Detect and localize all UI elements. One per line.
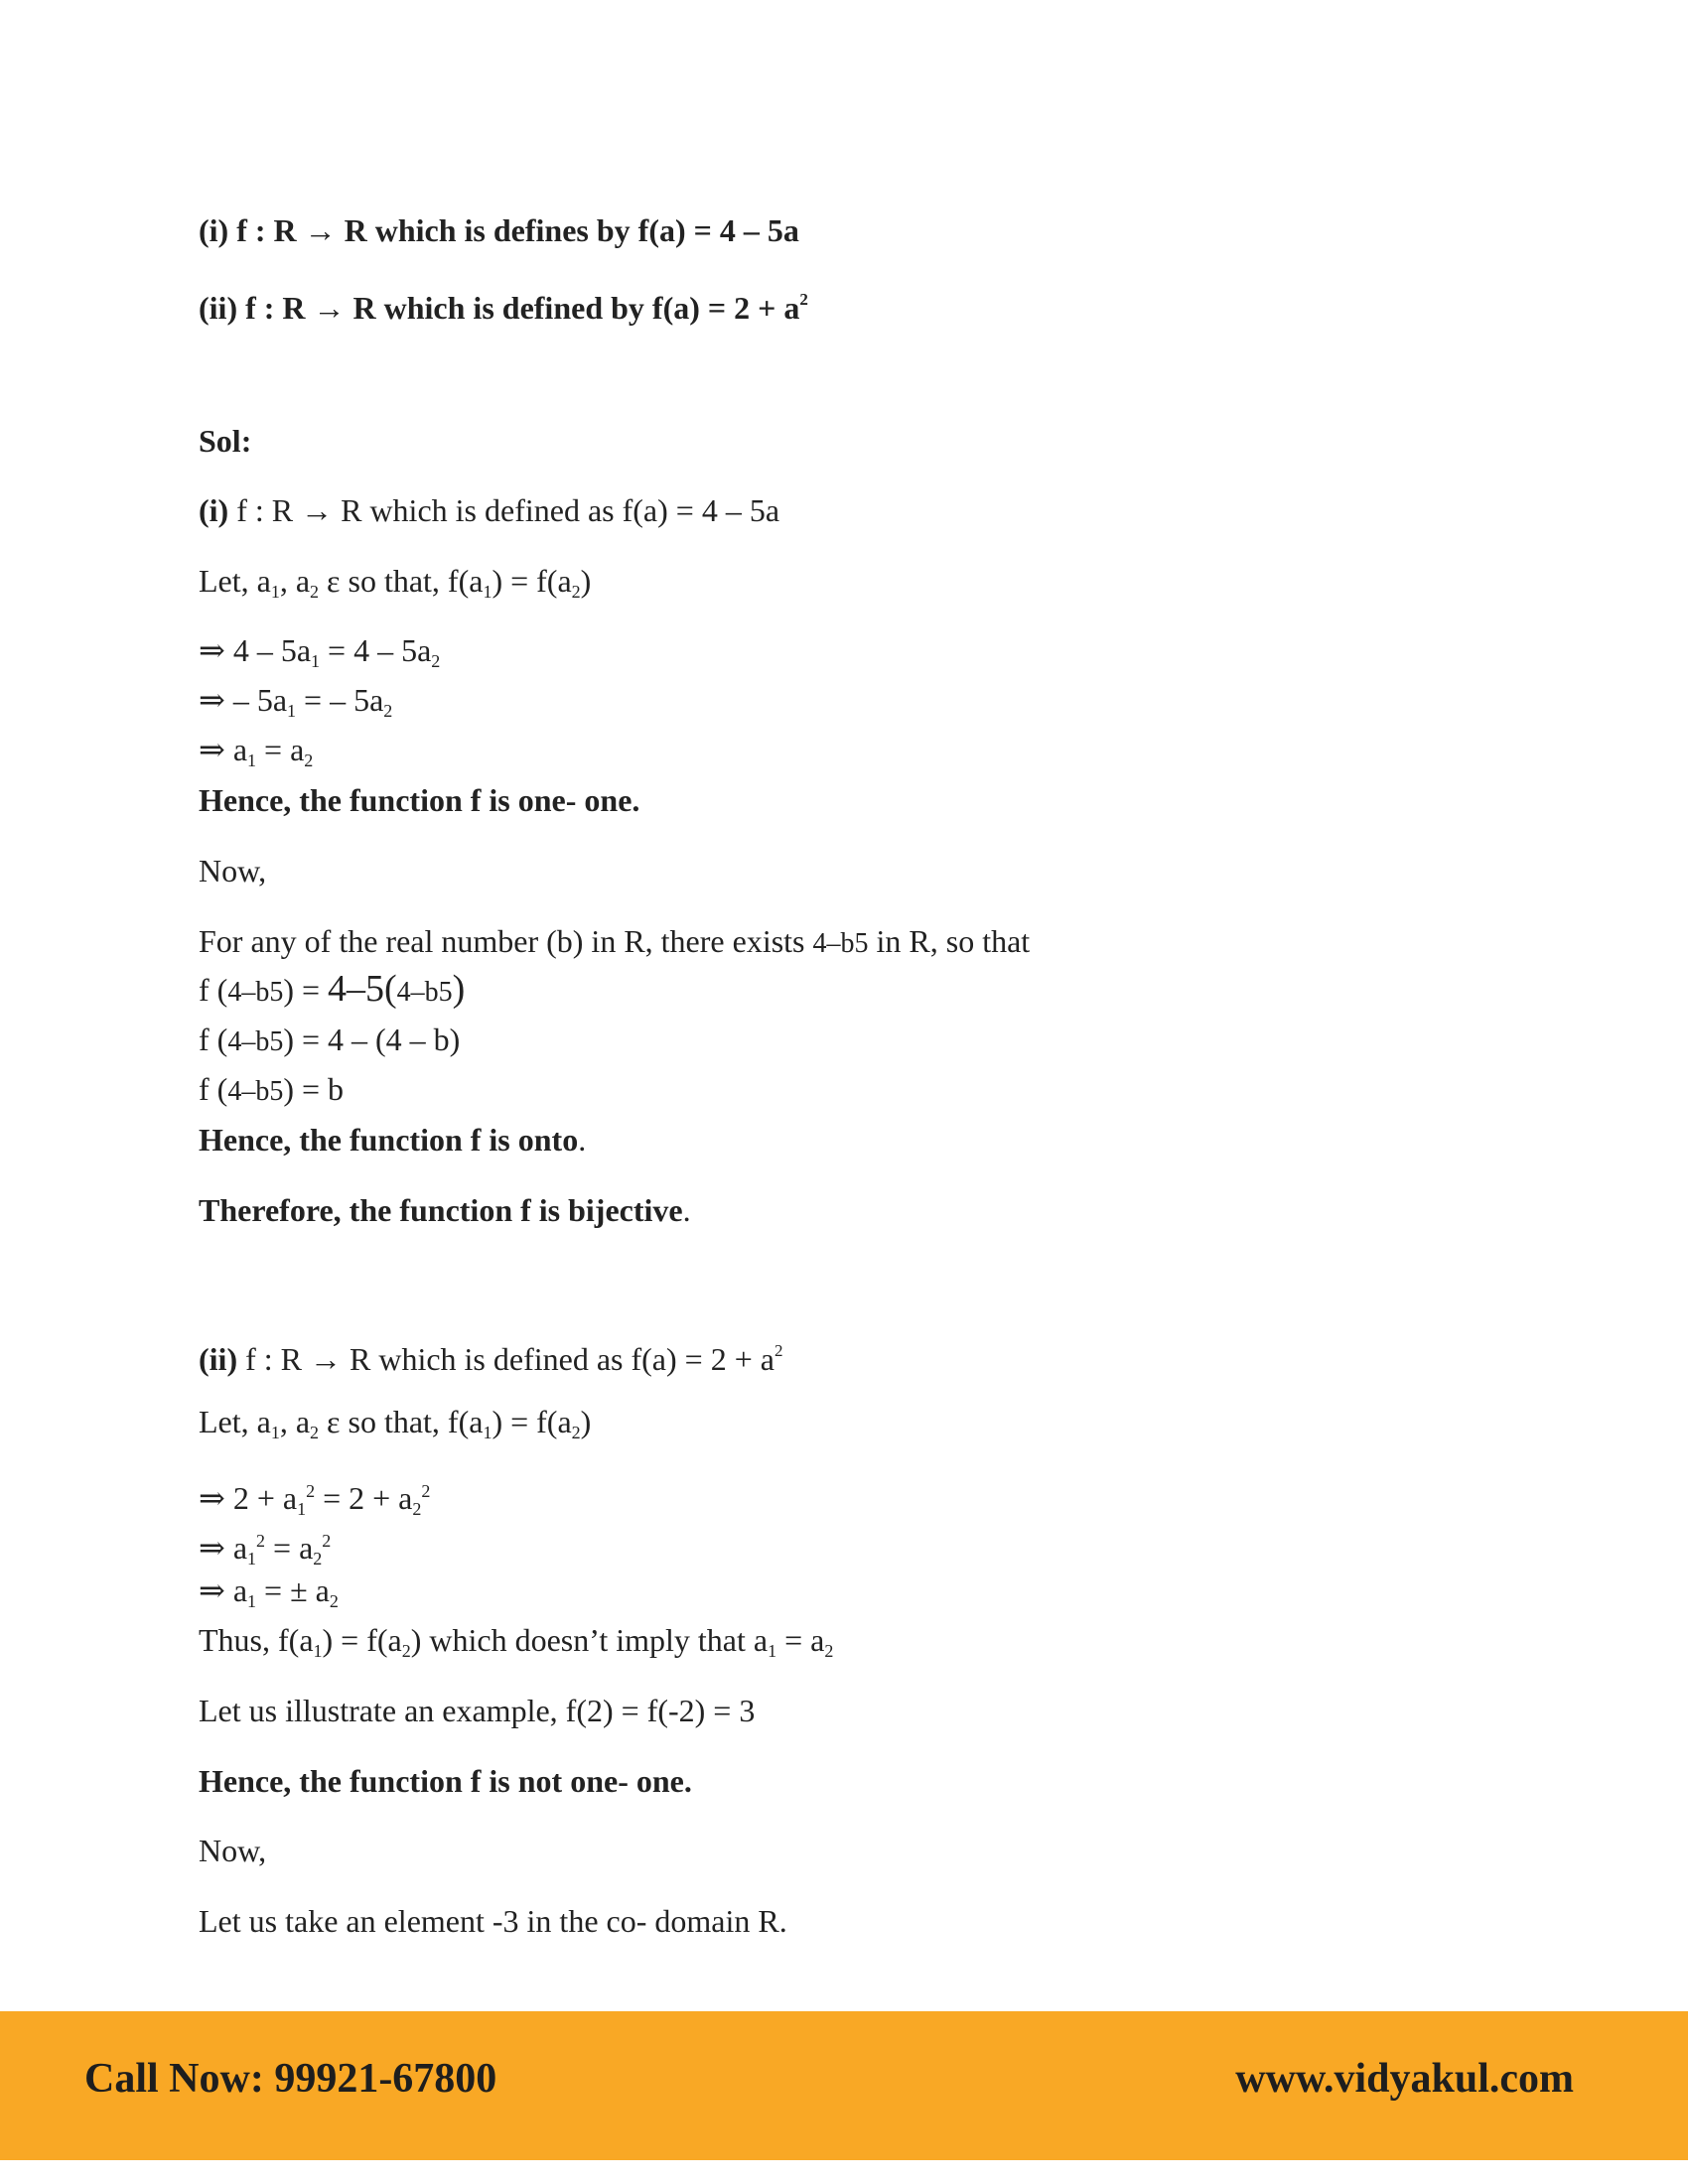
part-i-for-any: For any of the real number (b) in R, there exists 4–b5 in R, so that: [199, 923, 1031, 959]
part-i-f-line-3: f (4–b5) = b: [199, 1071, 345, 1107]
part-i-now: Now,: [199, 853, 267, 888]
part-ii-let: Let, $a_1$, $a_2$ ε so that, $f(a_1) = f(a_2)$: [199, 1404, 592, 1442]
part-ii-hence-not-one-one: Hence, the function f is not one- one.: [199, 1763, 692, 1799]
part-i-let: Let, $a_1$, $a_2$ ε so that, $f(a_1) = f(a_2)$: [199, 563, 592, 602]
part-ii-thus: Thus, $f(a_1) = f(a_2)$ which doesn’t imply that $a_1 = a_2$: [199, 1622, 834, 1661]
part-i-implies-3: ⇒ $a_1 = a_2$: [199, 732, 314, 770]
part-ii-now: Now,: [199, 1833, 267, 1868]
question-part-ii: (ii) f : R → R which is defined by $f(a) = 2 + a^2$: [199, 290, 808, 326]
footer-banner: [0, 2011, 1688, 2160]
part-ii-take-element: Let us take an element -3 in the co- domain R.: [199, 1903, 787, 1939]
part-i-implies-1: ⇒ $4 - 5a_1 = 4 - 5a_2$: [199, 632, 441, 671]
part-i-implies-2: ⇒ – $5a_1$ = – $5a_2$: [199, 682, 393, 721]
part-ii-example: Let us illustrate an example, f(2) = f(-2) = 3: [199, 1693, 756, 1728]
part-ii-implies-2: ⇒ $a_1^2 = a_2^2$: [199, 1530, 332, 1569]
call-now-phone[interactable]: Call Now: 99921-67800: [84, 2056, 497, 2102]
part-ii-implies-3: ⇒ $a_1$ = ± $a_2$: [199, 1572, 339, 1611]
part-i-heading: (i) f : R → R which is defined as f(a) = 4 – 5a: [199, 492, 780, 528]
part-i-f-line-2: f (4–b5) = 4 – (4 – b): [199, 1022, 461, 1057]
solution-label: Sol:: [199, 423, 252, 459]
website-link[interactable]: www.vidyakul.com: [1235, 2056, 1574, 2102]
part-ii-heading: (ii) f : R → R which is defined as $f(a) = 2 + a^2$: [199, 1341, 783, 1377]
part-i-hence-onto: Hence, the function f is onto.: [199, 1122, 587, 1158]
question-part-i: (i) f : R → R which is defines by f(a) = 4 – 5a: [199, 212, 799, 248]
part-i-hence-one-one: Hence, the function f is one- one.: [199, 782, 640, 818]
part-i-therefore-bijective: Therefore, the function f is bijective.: [199, 1192, 691, 1228]
part-i-f-line-1: f (4–b5) = 4–5(4–b5): [199, 968, 466, 1010]
part-ii-implies-1: ⇒ $2 + a_1^2 = 2 + a_2^2$: [199, 1480, 431, 1519]
